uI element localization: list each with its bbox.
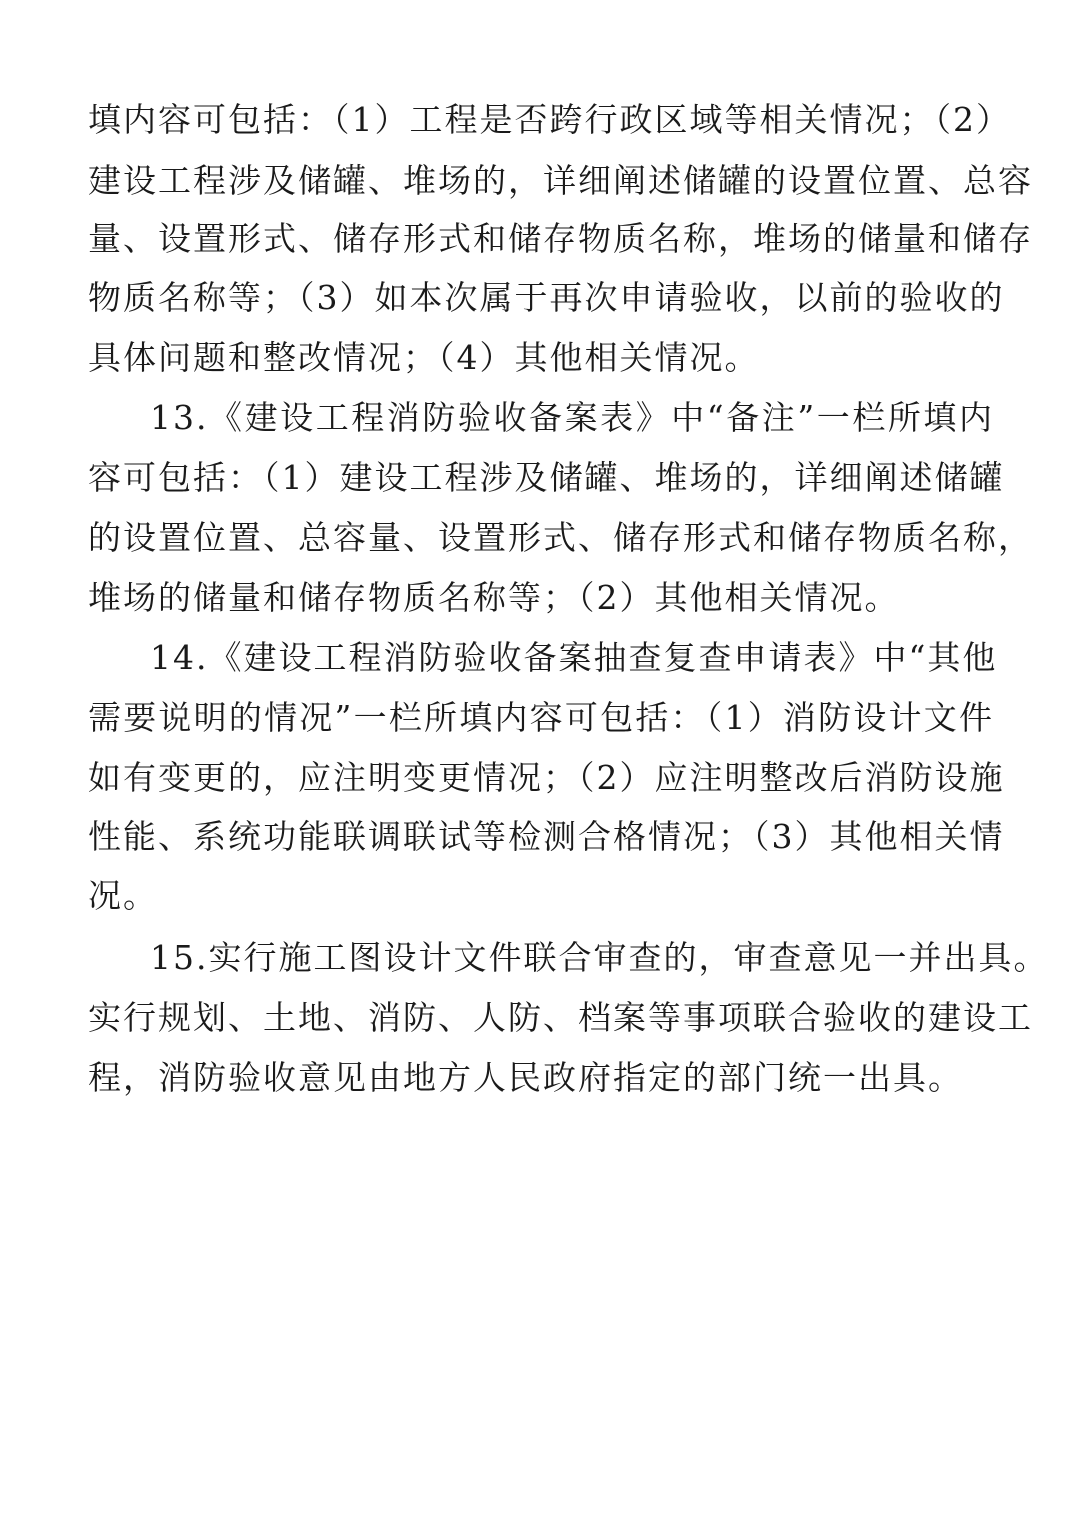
text-line: 建设工程涉及储罐、堆场的，详细阐述储罐的设置位置、总容 <box>88 161 1033 200</box>
text-line: 实行规划、土地、消防、人防、档案等事项联合验收的建设工 <box>88 998 1033 1037</box>
text-line: 量、设置形式、储存形式和储存物质名称，堆场的储量和储存 <box>88 219 1033 258</box>
text-line: 物质名称等；（3）如本次属于再次申请验收，以前的验收的 <box>88 278 1005 317</box>
text-line: 堆场的储量和储存物质名称等；（2）其他相关情况。 <box>88 578 900 617</box>
text-line: 填内容可包括：（1）工程是否跨行政区域等相关情况；（2） <box>88 100 1011 139</box>
text-line: 容可包括：（1）建设工程涉及储罐、堆场的，详细阐述储罐 <box>88 458 1005 497</box>
text-line: 14.《建设工程消防验收备案抽查复查申请表》中“其他 <box>150 638 998 677</box>
text-line: 具体问题和整改情况；（4）其他相关情况。 <box>88 338 760 377</box>
text-line: 需要说明的情况”一栏所填内容可包括：（1）消防设计文件 <box>88 698 994 737</box>
text-line: 程，消防验收意见由地方人民政府指定的部门统一出具。 <box>88 1058 963 1097</box>
text-line: 13.《建设工程消防验收备案表》中“备注”一栏所填内 <box>150 398 994 437</box>
text-line: 15.实行施工图设计文件联合审查的，审查意见一并出具。 <box>150 938 1049 977</box>
text-line: 的设置位置、总容量、设置形式、储存形式和储存物质名称， <box>88 518 1033 557</box>
text-line: 性能、系统功能联调联试等检测合格情况；（3）其他相关情 <box>88 817 1005 856</box>
text-line: 如有变更的，应注明变更情况；（2）应注明整改后消防设施 <box>88 758 1005 797</box>
text-line: 况。 <box>88 876 158 915</box>
